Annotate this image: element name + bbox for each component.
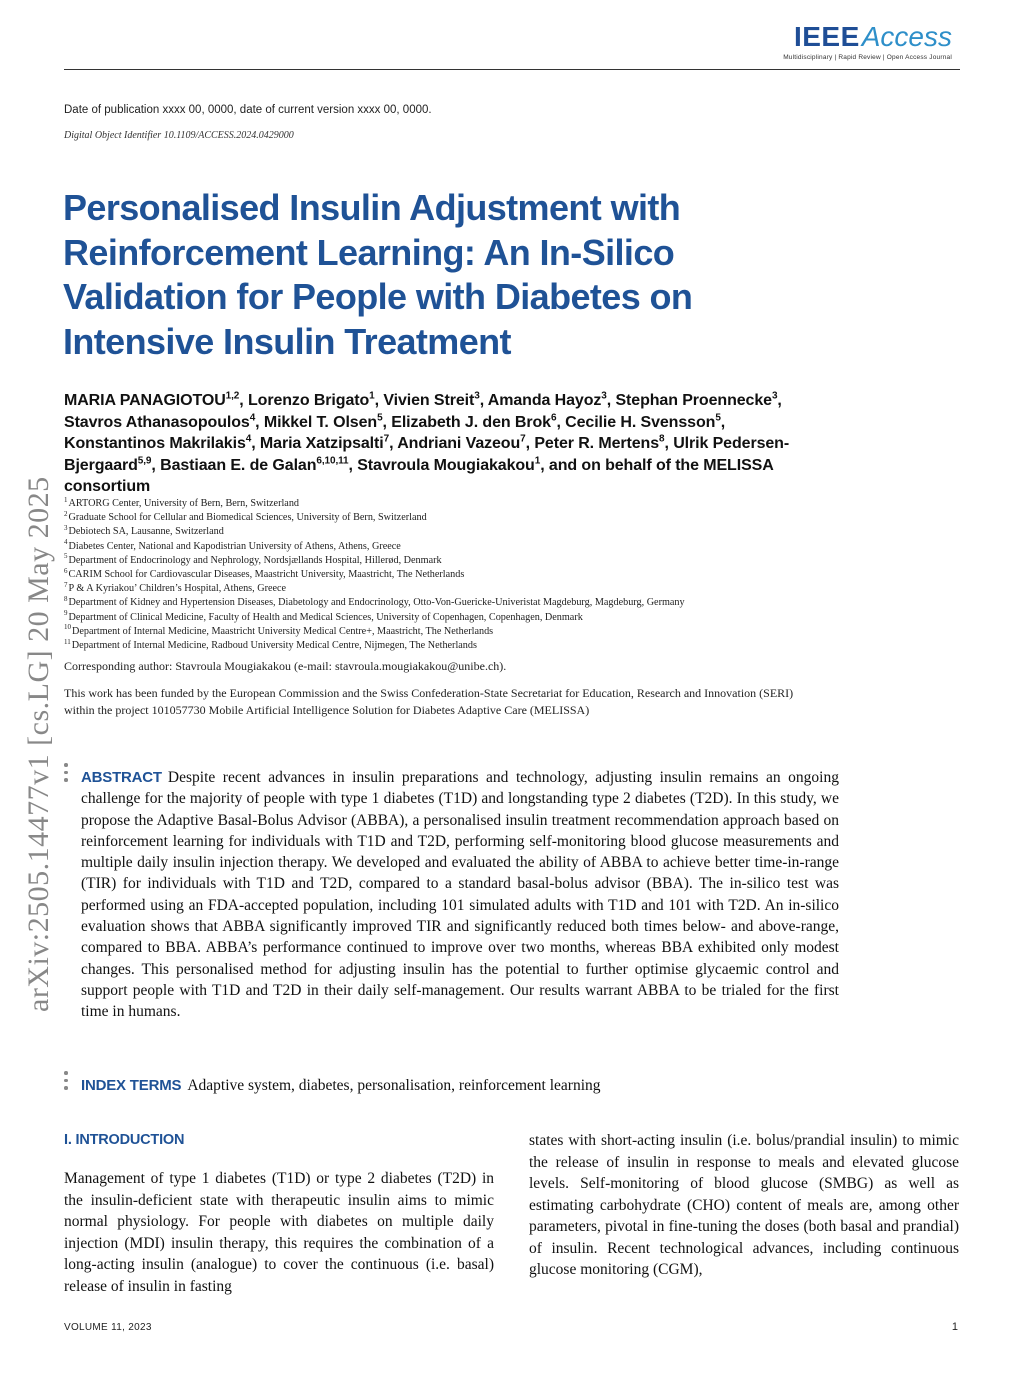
author-name: Ulrik Pedersen-Bjergaard [64, 435, 790, 474]
author-name: Andriani Vazeou [397, 435, 521, 452]
author-name: Stavros Athanasopoulos [64, 413, 250, 431]
author-name: MARIA PANAGIOTOU [64, 392, 226, 409]
paper-title: Personalised Insulin Adjustment with Reinforcement Learning: An In-Silico Validation for People with Diabetes on Intensive Insulin Treatment [63, 187, 693, 362]
author-affiliation-marker: 6 [550, 412, 557, 424]
author-name: Cecilie H. Svensson [565, 413, 716, 431]
author-name: Stavroula Mougiakakou [357, 456, 535, 474]
author-name: Stephan Proennecke [615, 392, 772, 409]
author-affiliation-marker: 1 [369, 390, 375, 402]
author-affiliation-marker: 3 [771, 390, 778, 402]
affiliation-item [64, 582, 824, 596]
journal-logo [783, 22, 952, 61]
header-divider [64, 69, 960, 70]
abstract-label: ABSTRACT [81, 769, 162, 786]
author-affiliation-marker: 8 [659, 433, 665, 445]
author-affiliation-marker: 4 [249, 412, 256, 424]
author-affiliation-marker: 7 [383, 433, 390, 445]
author-affiliation-marker: 4 [245, 433, 252, 445]
author-name: Elizabeth J. den Brok [391, 413, 551, 431]
affiliation-number: 4 [64, 538, 68, 547]
author-affiliation-marker: 3 [474, 390, 480, 402]
abstract [81, 767, 839, 1023]
affiliation-text: Department of Kidney and Hypertension Diseases, Diabetology and Endocrinology, Otto-Von-Guericke-Univeristat Magdeburg, Magdeburg, Germany [68, 597, 685, 609]
section-heading-introduction: I. INTRODUCTION [64, 1132, 185, 1148]
author-affiliation-marker: 1,2 [225, 390, 240, 402]
affiliation-number: 9 [64, 609, 68, 618]
page-number: 1 [951, 1321, 958, 1333]
affiliation-item [64, 525, 824, 539]
logo-tagline: Multidisciplinary | Rapid Review | Open Access Journal [783, 54, 952, 61]
affiliation-text: CARIM School for Cardiovascular Diseases, Maastricht University, Maastricht, The Netherlands [68, 569, 465, 581]
author-name: Lorenzo Brigato [247, 392, 370, 409]
abstract-marker-icon [64, 763, 70, 786]
author-name: Peter R. Mertens [534, 435, 660, 452]
footer-volume: VOLUME 11, 2023 [64, 1322, 152, 1333]
affiliation-number: 2 [64, 509, 68, 518]
affiliation-item [64, 596, 824, 610]
introduction-right-column: states with short-acting insulin (i.e. bolus/prandial insulin) to mimic the release of insulin in response to meals and elevated glucose levels. Self-monitoring of blood glucose (SMBG) as well as estimating carbohydrate (CHO) content of meals are, among other parameters, pivotal in fine-tuning the doses (both basal and prandial) of insulin. Recent technological advances, including continuous glucose monitoring (CGM), [529, 1132, 959, 1278]
affiliation-item [64, 554, 824, 568]
author-affiliation-marker: 1 [534, 455, 541, 467]
affiliation-item [64, 625, 824, 639]
affiliation-number: 8 [64, 595, 68, 604]
affiliation-text: Department of Internal Medicine, Radboud University Medical Centre, Nijmegen, The Netherlands [71, 640, 477, 652]
corresponding-author: Corresponding author: Stavroula Mougiakakou (e-mail: stavroula.mougiakakou@unibe.ch). [64, 659, 507, 673]
affiliation-text: Department of Clinical Medicine, Faculty of Health and Medical Sciences, University of Copenhagen, Copenhagen, Denmark [68, 611, 583, 623]
authors-consortium: and on behalf of the MELISSA consortium [64, 456, 774, 495]
affiliation-number: 1 [64, 495, 68, 504]
author-affiliation-marker: 3 [601, 390, 607, 402]
author-name: Bastiaan E. de Galan [160, 456, 317, 474]
funding-note: This work has been funded by the European Commission and the Swiss Confederation-State Secretariat for Education, Research and Innovation (SERI) within the project 101057730 Mobile Artificial Intelligence Solution for Diabetes Adaptive Care (MELISSA) [64, 686, 794, 717]
index-terms-text: Adaptive system, diabetes, personalisation, reinforcement learning [187, 1077, 601, 1094]
affiliation-text: Graduate School for Cellular and Biomedical Sciences, University of Bern, Switzerland [68, 512, 427, 524]
arxiv-identifier-stamp: arXiv:2505.14477v1 [cs.LG] 20 May 2025 [22, 476, 55, 1012]
author-name: Konstantinos Makrilakis [64, 435, 246, 452]
affiliation-text: Department of Endocrinology and Nephrology, Nordsjællands Hospital, Hillerød, Denmark [68, 554, 442, 566]
affiliation-text: Diabetes Center, National and Kapodistrian University of Athens, Athens, Greece [68, 540, 401, 552]
logo-access-text: Access [861, 21, 952, 52]
index-terms-marker-icon [64, 1071, 70, 1094]
introduction-left-column: Management of type 1 diabetes (T1D) or type 2 diabetes (T2D) in the insulin-deficient state with therapeutic insulin aims to mimic normal physiology. For people with diabetes on multiple daily injection (MDI) insulin therapy, this requires the combination of a long-acting insulin (analogue) to cover the continuous (i.e. basal) release of insulin in fasting [64, 1170, 494, 1295]
affiliation-item [64, 497, 824, 511]
affiliation-item [64, 568, 824, 582]
affiliation-number: 11 [64, 637, 71, 646]
author-affiliation-marker: 5,9 [137, 455, 152, 467]
affiliation-item [64, 611, 824, 625]
author-list: MARIA PANAGIOTOU$^{1,2}$, Lorenzo Brigato$^1$, Vivien Streit$^3$, Amanda Hayoz$^3$, Stephan Proennecke$^3$, Stavros Athanasopoulos$^4$, Mikkel T. Olsen$^5$, Elizabeth J. den Brok$^6$, Cecilie H. Svensson$^5$, Konstantinos Makrilakis$^4$, Maria Xatzipsalti$^7$, Andriani Vazeou$^7$, Peter R. Mertens$^8$, Ulrik Pedersen-Bjergaard$^{5,9}$, Bastiaan E. de Galan$^{6,10,11}$, Stavroula Mougiakakou$^1$, and on behalf of the MELISSA consortium [64, 390, 790, 495]
affiliation-number: 3 [64, 524, 68, 533]
affiliation-text: Department of Internal Medicine, Maastricht University Medical Centre+, Maastricht, The Netherlands [72, 625, 494, 637]
affiliation-text: Debiotech SA, Lausanne, Switzerland [68, 526, 224, 538]
author-name: Maria Xatzipsalti [259, 435, 384, 452]
affiliation-text: P & A Kyriakou’ Children’s Hospital, Athens, Greece [68, 583, 287, 595]
doi: Digital Object Identifier 10.1109/ACCESS.2024.0429000 [64, 130, 294, 141]
author-affiliation-marker: 5 [377, 412, 383, 424]
author-name: Vivien Streit [383, 392, 475, 409]
affiliation-number: 10 [64, 623, 71, 632]
affiliation-number: 7 [64, 580, 68, 589]
affiliation-text: ARTORG Center, University of Bern, Bern, Switzerland [68, 498, 300, 509]
index-terms [81, 1075, 839, 1096]
affiliation-item [64, 540, 824, 554]
publication-date: Date of publication xxxx 00, 0000, date of current version xxxx 00, 0000. [64, 104, 432, 116]
author-affiliation-marker: 7 [520, 433, 526, 445]
affiliation-number: 5 [64, 552, 68, 561]
logo-ieee-text: IEEE [793, 21, 860, 52]
index-terms-label: INDEX TERMS [81, 1077, 182, 1094]
author-name: Mikkel T. Olsen [263, 413, 378, 431]
affiliation-number: 6 [64, 566, 68, 575]
author-affiliation-marker: 6,10,11 [316, 455, 349, 467]
author-affiliation-marker: 5 [715, 412, 721, 424]
author-name: Amanda Hayoz [487, 392, 602, 409]
abstract-text: Despite recent advances in insulin preparations and technology, adjusting insulin remains an ongoing challenge for the majority of people with type 1 diabetes (T1D) and longstanding type 2 diabetes (T2D). In this study, we propose the Adaptive Basal-Bolus Advisor (ABBA), a personalised insulin treatment recommendation approach based on reinforcement learning for individuals with T1D and T2D, performing self-monitoring blood glucose measurements and multiple daily insulin injection therapy. We developed and evaluated the ability of ABBA to achieve better time-in-range (TIR) for individuals with T1D and T2D, compared to a standard basal-bolus advisor (BBA). The in-silico test was performed using an FDA-accepted population, including 101 simulated adults with T1D and 101 with T2D. An in-silico evaluation shows that ABBA significantly improved TIR and significantly reduced both times below- and above-range, compared to BBA. ABBA’s performance continued to improve over two months, whereas BBA exhibited only modest changes. This personalised method for adjusting insulin has the potential to further optimise glycaemic control and support people with T1D and T2D in their daily self-management. Our results warrant ABBA to be trialed for the first time in humans. [81, 769, 839, 1021]
affiliation-list [64, 497, 824, 653]
affiliation-item [64, 639, 824, 653]
affiliation-item [64, 511, 824, 525]
